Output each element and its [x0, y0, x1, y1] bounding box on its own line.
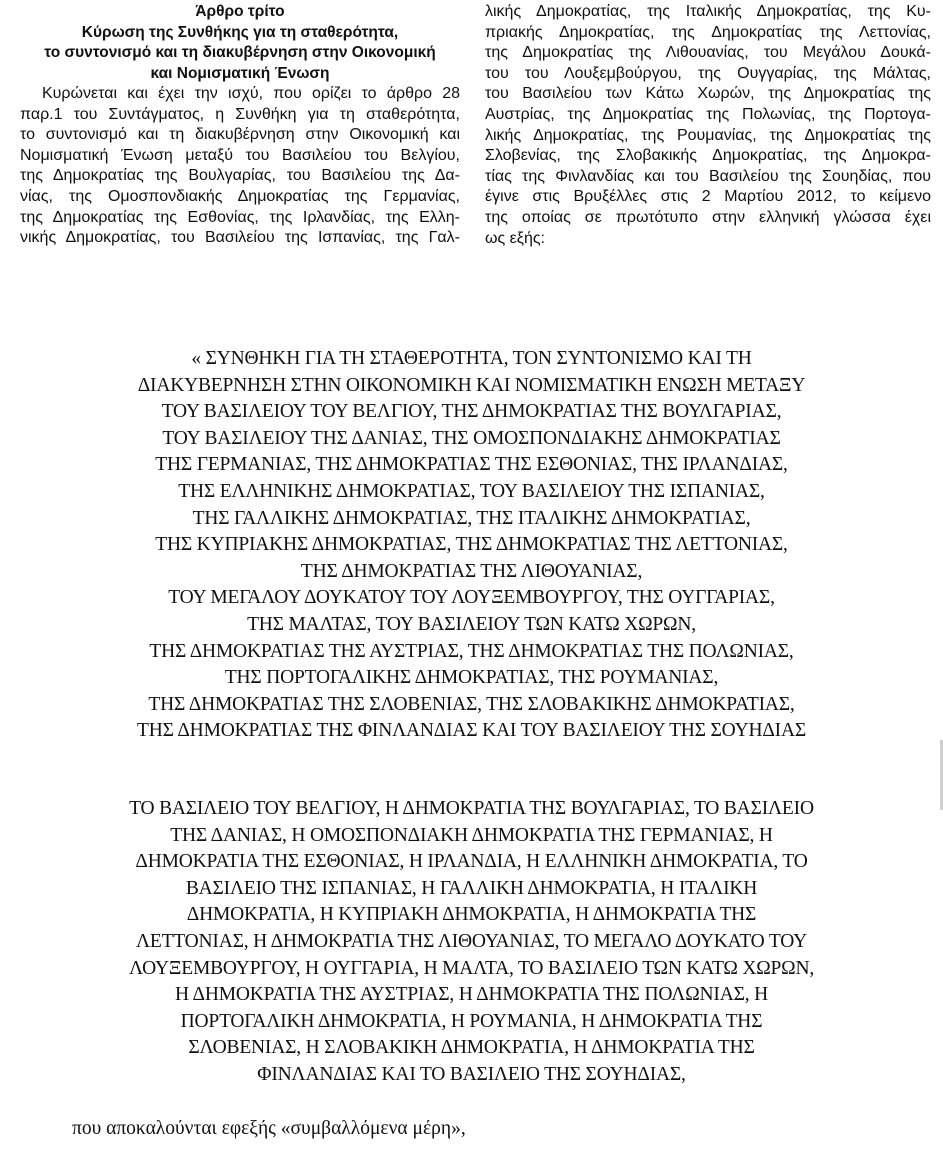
paragraph-line: πριακής Δημοκρατίας, της Δημοκρατίας της Λεττονίας,	[485, 23, 931, 41]
treaty-title-line: ΔΙΑΚΥΒΕΡΝΗΣΗ ΣΤΗΝ ΟΙΚΟΝΟΜΙΚΗ ΚΑΙ ΝΟΜΙΣΜΑΤΙΚΗ ΕΝΩΣΗ ΜΕΤΑΞΥ	[137, 374, 806, 396]
treaty-title-line: ΤΟΥ ΒΑΣΙΛΕΙΟΥ ΤΗΣ ΔΑΝΙΑΣ, ΤΗΣ ΟΜΟΣΠΟΝΔΙΑΚΗΣ ΔΗΜΟΚΡΑΤΙΑΣ	[162, 427, 781, 449]
paragraph-line: Σλοβενίας, της Σλοβακικής Δημοκρατίας, της Δημοκρα-	[485, 147, 931, 165]
closing-line: που αποκαλούνται εφεξής «συμβαλλόμενα μέρη»,	[72, 1118, 466, 1139]
treaty-title-line: ΤΟΥ ΒΑΣΙΛΕΙΟΥ ΤΟΥ ΒΕΛΓΙΟΥ, ΤΗΣ ΔΗΜΟΚΡΑΤΙΑΣ ΤΗΣ ΒΟΥΛΓΑΡΙΑΣ,	[161, 401, 782, 423]
paragraph-line: νικής Δημοκρατίας, του Βασιλείου της Ισπανίας, της Γαλ-	[20, 229, 460, 247]
article-heading-title: Άρθρο τρίτο	[195, 3, 285, 20]
article-heading	[20, 2, 460, 84]
paragraph-line: ως εξής:	[485, 229, 545, 247]
paragraph-line: παρ.1 του Συντάγματος, η Συνθήκη για τη σταθερότητα,	[20, 105, 460, 123]
parties-line: ΔΗΜΟΚΡΑΤΙΑ ΤΗΣ ΕΣΘΟΝΙΑΣ, Η ΙΡΛΑΝΔΙΑ, Η ΕΛΛΗΝΙΚΗ ΔΗΜΟΚΡΑΤΙΑ, ΤΟ	[135, 851, 808, 873]
treaty-title	[60, 346, 883, 745]
paragraph-line: λικής Δημοκρατίας, της Ρουμανίας, της Δημοκρατίας της	[485, 126, 931, 144]
treaty-title-line: « ΣΥΝΘΗΚΗ ΓΙΑ ΤΗ ΣΤΑΘΕΡΟΤΗΤΑ, ΤΟΝ ΣΥΝΤΟΝΙΣΜΟ ΚΑΙ ΤΗ	[191, 348, 752, 369]
treaty-title-line: ΤΗΣ ΔΗΜΟΚΡΑΤΙΑΣ ΤΗΣ ΦΙΝΛΑΝΔΙΑΣ ΚΑΙ ΤΟΥ ΒΑΣΙΛΕΙΟΥ ΤΗΣ ΣΟΥΗΔΙΑΣ	[137, 720, 806, 742]
parties-line: ΤΗΣ ΔΑΝΙΑΣ, Η ΟΜΟΣΠΟΝΔΙΑΚΗ ΔΗΜΟΚΡΑΤΙΑ ΤΗΣ ΓΕΡΜΑΝΙΑΣ, Η	[170, 824, 773, 846]
treaty-title-line: ΤΗΣ ΠΟΡΤΟΓΑΛΙΚΗΣ ΔΗΜΟΚΡΑΤΙΑΣ, ΤΗΣ ΡΟΥΜΑΝΙΑΣ,	[224, 667, 719, 689]
article-heading-subtitle-line: Κύρωση της Συνθήκης για τη σταθερότητα,	[81, 23, 399, 41]
parties-line: Η ΔΗΜΟΚΡΑΤΙΑ ΤΗΣ ΑΥΣΤΡΙΑΣ, Η ΔΗΜΟΚΡΑΤΙΑ ΤΗΣ ΠΟΛΩΝΙΑΣ, Η	[175, 984, 768, 1006]
paragraph-line: νίας, της Ομοσπονδιακής Δημοκρατίας της Γερμανίας,	[20, 187, 460, 205]
paragraph-line: τίας της Φινλανδίας και του Βασιλείου της Σουηδίας, που	[485, 167, 931, 185]
ratification-paragraph-right	[485, 2, 931, 249]
parties-line: ΦΙΝΛΑΝΔΙΑΣ ΚΑΙ ΤΟ ΒΑΣΙΛΕΙΟ ΤΗΣ ΣΟΥΗΔΙΑΣ,	[257, 1063, 686, 1085]
treaty-title-line: ΤΗΣ ΔΗΜΟΚΡΑΤΙΑΣ ΤΗΣ ΑΥΣΤΡΙΑΣ, ΤΗΣ ΔΗΜΟΚΡΑΤΙΑΣ ΤΗΣ ΠΟΛΩΝΙΑΣ,	[149, 640, 794, 662]
treaty-title-line: ΤΗΣ ΔΗΜΟΚΡΑΤΙΑΣ ΤΗΣ ΛΙΘΟΥΑΝΙΑΣ,	[300, 560, 643, 582]
treaty-title-line: ΤΗΣ ΜΑΛΤΑΣ, ΤΟΥ ΒΑΣΙΛΕΙΟΥ ΤΩΝ ΚΑΤΩ ΧΩΡΩΝ,	[247, 613, 696, 635]
paragraph-line: του Βασιλείου των Κάτω Χωρών, της Δημοκρατίας της	[485, 85, 931, 103]
paragraph-line: Νομισματική Ένωση μεταξύ του Βασιλείου του Βελγίου,	[20, 146, 460, 164]
treaty-title-line: ΤΟΥ ΜΕΓΑΛΟΥ ΔΟΥΚΑΤΟΥ ΤΟΥ ΛΟΥΞΕΜΒΟΥΡΓΟΥ, ΤΗΣ ΟΥΓΓΑΡΙΑΣ,	[168, 587, 775, 609]
article-heading-subtitle-line: το συντονισμό και τη διακυβέρνηση στην Οικονομική	[44, 44, 436, 61]
paragraph-line: το συντονισμό και τη διακυβέρνηση στην Οικονομική και	[20, 126, 460, 144]
contracting-parties	[60, 796, 883, 1089]
paragraph-line: λικής Δημοκρατίας, της Ιταλικής Δημοκρατίας, της Κυ-	[485, 3, 931, 20]
paragraph-line: της Δημοκρατίας της Λιθουανίας, του Μεγάλου Δουκά-	[485, 44, 931, 62]
paragraph-line: του του Λουξεμβούργου, της Ουγγαρίας, της Μάλτας,	[485, 64, 931, 82]
paragraph-line: της οποίας σε πρωτότυπο στην ελληνική γλώσσα έχει	[485, 208, 931, 226]
article-heading-subtitle-line: και Νομισματική Ένωση	[150, 64, 330, 82]
treaty-title-line: ΤΗΣ ΚΥΠΡΙΑΚΗΣ ΔΗΜΟΚΡΑΤΙΑΣ, ΤΗΣ ΔΗΜΟΚΡΑΤΙΑΣ ΤΗΣ ΛΕΤΤΟΝΙΑΣ,	[155, 534, 788, 556]
paragraph-line: Κυρώνεται και έχει την ισχύ, που ορίζει το άρθρο 28	[42, 85, 460, 102]
treaty-title-line: ΤΗΣ ΓΕΡΜΑΝΙΑΣ, ΤΗΣ ΔΗΜΟΚΡΑΤΙΑΣ ΤΗΣ ΕΣΘΟΝΙΑΣ, ΤΗΣ ΙΡΛΑΝΔΙΑΣ,	[155, 454, 788, 476]
parties-line: ΛΟΥΞΕΜΒΟΥΡΓΟΥ, Η ΟΥΓΓΑΡΙΑ, Η ΜΑΛΤΑ, ΤΟ ΒΑΣΙΛΕΙΟ ΤΩΝ ΚΑΤΩ ΧΩΡΩΝ,	[128, 957, 815, 979]
parties-line: ΒΑΣΙΛΕΙΟ ΤΗΣ ΙΣΠΑΝΙΑΣ, Η ΓΑΛΛΙΚΗ ΔΗΜΟΚΡΑΤΙΑ, Η ΙΤΑΛΙΚΗ	[185, 877, 758, 899]
ratification-paragraph-left	[20, 84, 460, 249]
treaty-title-line: ΤΗΣ ΓΑΛΛΙΚΗΣ ΔΗΜΟΚΡΑΤΙΑΣ, ΤΗΣ ΙΤΑΛΙΚΗΣ ΔΗΜΟΚΡΑΤΙΑΣ,	[192, 507, 751, 529]
parties-line: ΛΕΤΤΟΝΙΑΣ, Η ΔΗΜΟΚΡΑΤΙΑ ΤΗΣ ΛΙΘΟΥΑΝΙΑΣ, ΤΟ ΜΕΓΑΛΟ ΔΟΥΚΑΤΟ ΤΟΥ	[135, 930, 808, 952]
parties-line: ΤΟ ΒΑΣΙΛΕΙΟ ΤΟΥ ΒΕΛΓΙΟΥ, Η ΔΗΜΟΚΡΑΤΙΑ ΤΗΣ ΒΟΥΛΓΑΡΙΑΣ, ΤΟ ΒΑΣΙΛΕΙΟ	[129, 798, 814, 819]
paragraph-line: της Δημοκρατίας της Εσθονίας, της Ιρλανδίας, της Ελλη-	[20, 208, 460, 226]
paragraph-line: της Δημοκρατίας της Βουλγαρίας, του Βασιλείου της Δα-	[20, 167, 460, 185]
left-column	[20, 2, 460, 249]
parties-line: ΔΗΜΟΚΡΑΤΙΑ, Η ΚΥΠΡΙΑΚΗ ΔΗΜΟΚΡΑΤΙΑ, Η ΔΗΜΟΚΡΑΤΙΑ ΤΗΣ	[186, 904, 757, 926]
treaty-title-line: ΤΗΣ ΔΗΜΟΚΡΑΤΙΑΣ ΤΗΣ ΣΛΟΒΕΝΙΑΣ, ΤΗΣ ΣΛΟΒΑΚΙΚΗΣ ΔΗΜΟΚΡΑΤΙΑΣ,	[148, 693, 795, 715]
treaty-title-line: ΤΗΣ ΕΛΛΗΝΙΚΗΣ ΔΗΜΟΚΡΑΤΙΑΣ, ΤΟΥ ΒΑΣΙΛΕΙΟΥ ΤΗΣ ΙΣΠΑΝΙΑΣ,	[178, 480, 765, 502]
paragraph-line: έγινε στις Βρυξέλλες στις 2 Μαρτίου 2012, το κείμενο	[485, 188, 931, 206]
parties-line: ΣΛΟΒΕΝΙΑΣ, Η ΣΛΟΒΑΚΙΚΗ ΔΗΜΟΚΡΑΤΙΑ, Η ΔΗΜΟΚΡΑΤΙΑ ΤΗΣ	[188, 1037, 755, 1059]
parties-line: ΠΟΡΤΟΓΑΛΙΚΗ ΔΗΜΟΚΡΑΤΙΑ, Η ΡΟΥΜΑΝΙΑ, Η ΔΗΜΟΚΡΑΤΙΑ ΤΗΣ	[180, 1010, 763, 1032]
article-section	[0, 2, 943, 264]
paragraph-line: Αυστρίας, της Δημοκρατίας της Πολωνίας, της Πορτογα-	[485, 105, 931, 123]
right-column	[485, 2, 931, 249]
